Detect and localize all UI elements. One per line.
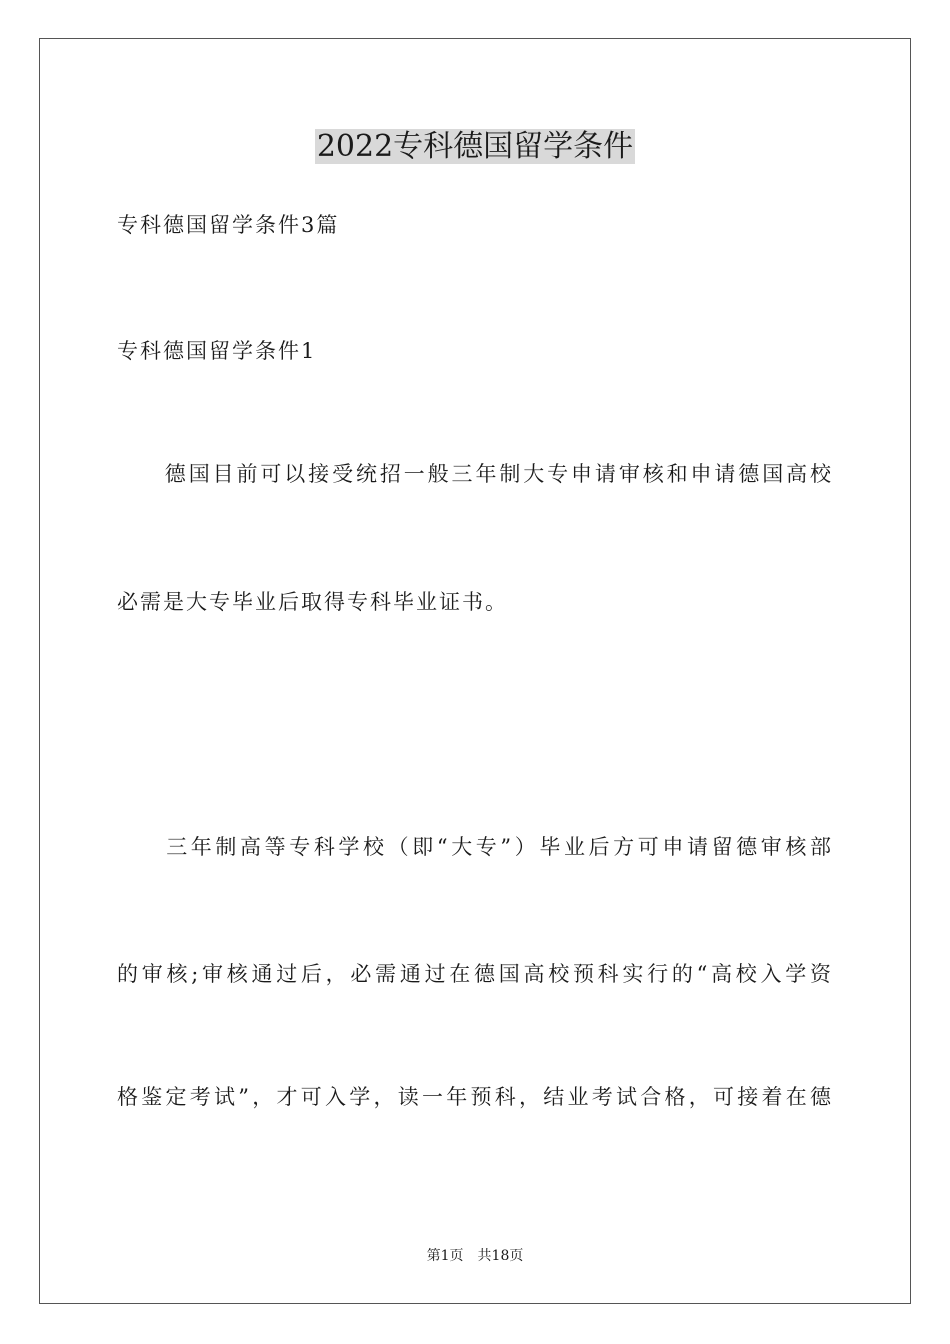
paragraph-2-line-1: 三年制高等专科学校（即“大专”）毕业后方可申请留德审核部 [117, 835, 833, 859]
document-title-text: 2022专科德国留学条件 [316, 129, 634, 164]
page-footer: 第1页 共18页 [426, 1248, 524, 1264]
paragraph-2-line-2: 的审核;审核通过后，必需通过在德国高校预科实行的“高校入学资 [117, 962, 833, 986]
section-heading: 专科德国留学条件1 [117, 339, 317, 363]
paragraph-2-line-3: 格鉴定考试”，才可入学，读一年预科，结业考试合格，可接着在德 [117, 1085, 833, 1109]
paragraph-1-line-2: 必需是大专毕业后取得专科毕业证书。 [117, 590, 508, 614]
document-subtitle: 专科德国留学条件3篇 [117, 213, 340, 237]
paragraph-1-line-1: 德国目前可以接受统招一般三年制大专申请审核和申请德国高校 [117, 462, 833, 486]
document-title [0, 126, 950, 168]
